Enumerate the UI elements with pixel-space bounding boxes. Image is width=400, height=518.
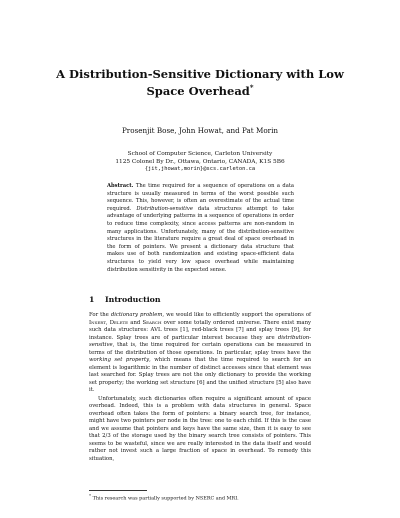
authors: Prosenjit Bose, John Howat, and Pat Morin: [121, 126, 279, 135]
p1-text-d: and: [128, 319, 143, 326]
section-heading: [89, 295, 161, 305]
affiliation-line-2: 1125 Colonel By Dr., Ottawa, Ontario, CANADA, K1S 5B6: [115, 158, 285, 165]
abstract-text-1: The time required for a sequence of operations on a data structure is usually measured in terms of the worst possible such sequence. This, however, is often an overestimate of the actual time required.: [107, 183, 294, 212]
footnote-rule: [89, 490, 147, 491]
paper-title: [0, 67, 400, 98]
affiliation-line-1: School of Computer Science, Carleton University: [127, 151, 273, 157]
paragraph-2: Unfortunately, such dictionaries often require a significant amount of space overhead. Indeed, this is a problem with data structures in general. Space overhead often takes the form of pointers: a binary search tree, for instance, might have two pointers per node in the tree: one to each child. If this is the case and we assume that pointers and keys have the same size, then it is easy to see that 2/3 of the storage used by the binary search tree consists of pointers. This seems to be wasteful, since we are really interested in the data itself and would rather not invest such a large fraction of space in overhead. To remedy this situation,: [89, 395, 311, 462]
abstract-label: Abstract.: [107, 183, 134, 189]
footnote-text: This research was partially supported by NSERC and MRI.: [92, 495, 239, 502]
footnote-mark: *: [89, 493, 92, 498]
abstract: [107, 183, 294, 274]
section-number: 1: [89, 295, 95, 304]
p1-text-e: over some totally ordered universe. There exist many such data structures: AVL trees [1], red-black trees [7] and splay trees [9], for instance. Splay trees are of particular interest because they are: [89, 319, 311, 341]
p1-text-g: , which means that the time required to search for an element is logarithmic in the number of distinct accesses since that element was last searched for. Splay trees are not the only dictionary to provide the working set property; the working set structure [6] and the unified structure [5] also have it.: [89, 357, 311, 394]
p1-op-delete: Delete: [109, 319, 129, 326]
p1-emphasis-distribution-sensitive: distribution-sensitive: [89, 334, 311, 349]
footnote: [89, 492, 311, 503]
title-footnote-mark: *: [249, 83, 254, 92]
paragraph-1: [89, 312, 311, 395]
body-text: [89, 312, 311, 463]
abstract-text-2: data structures attempt to take advantage of underlying patterns in a sequence of operations in order to reduce time complexity, since access patterns are non-random in many applications. Unfortunately, many of the distribution-sensitive structures in the literature require a great deal of space overhead in the form of pointers. We present a dictionary data structure that makes use of both randomization and existing space-efficient data structures to yield very low space overhead while maintaining distribution sensitivity in the expected sense.: [107, 205, 294, 273]
p1-text-a: For the: [89, 312, 111, 318]
p1-emphasis-dictionary-problem: dictionary problem: [110, 312, 163, 318]
title-line-1: A Distribution-Sensitive Dictionary with Low: [56, 67, 344, 81]
affiliation-email: {jit,jhowat,morin}@scs.carleton.ca: [144, 166, 256, 173]
p1-text-b: , we would like to efficiently support the operations of: [162, 312, 311, 318]
p1-emphasis-working-set: working set property: [89, 357, 150, 364]
p1-text-c: ,: [105, 319, 110, 326]
section-title: Introduction: [105, 295, 161, 304]
title-line-2-text: Space Overhead: [146, 83, 250, 98]
title-line-2: [0, 81, 400, 98]
p1-op-search: Search: [142, 319, 162, 326]
abstract-emphasis: Distribution-sensitive: [136, 205, 193, 212]
p1-text-f: , that is, the time required for certain operations can be measured in terms of the distribution of those operations. In particular, splay trees have the: [89, 342, 311, 356]
affiliation: [0, 151, 400, 174]
p1-op-insert: Insert: [89, 319, 106, 326]
